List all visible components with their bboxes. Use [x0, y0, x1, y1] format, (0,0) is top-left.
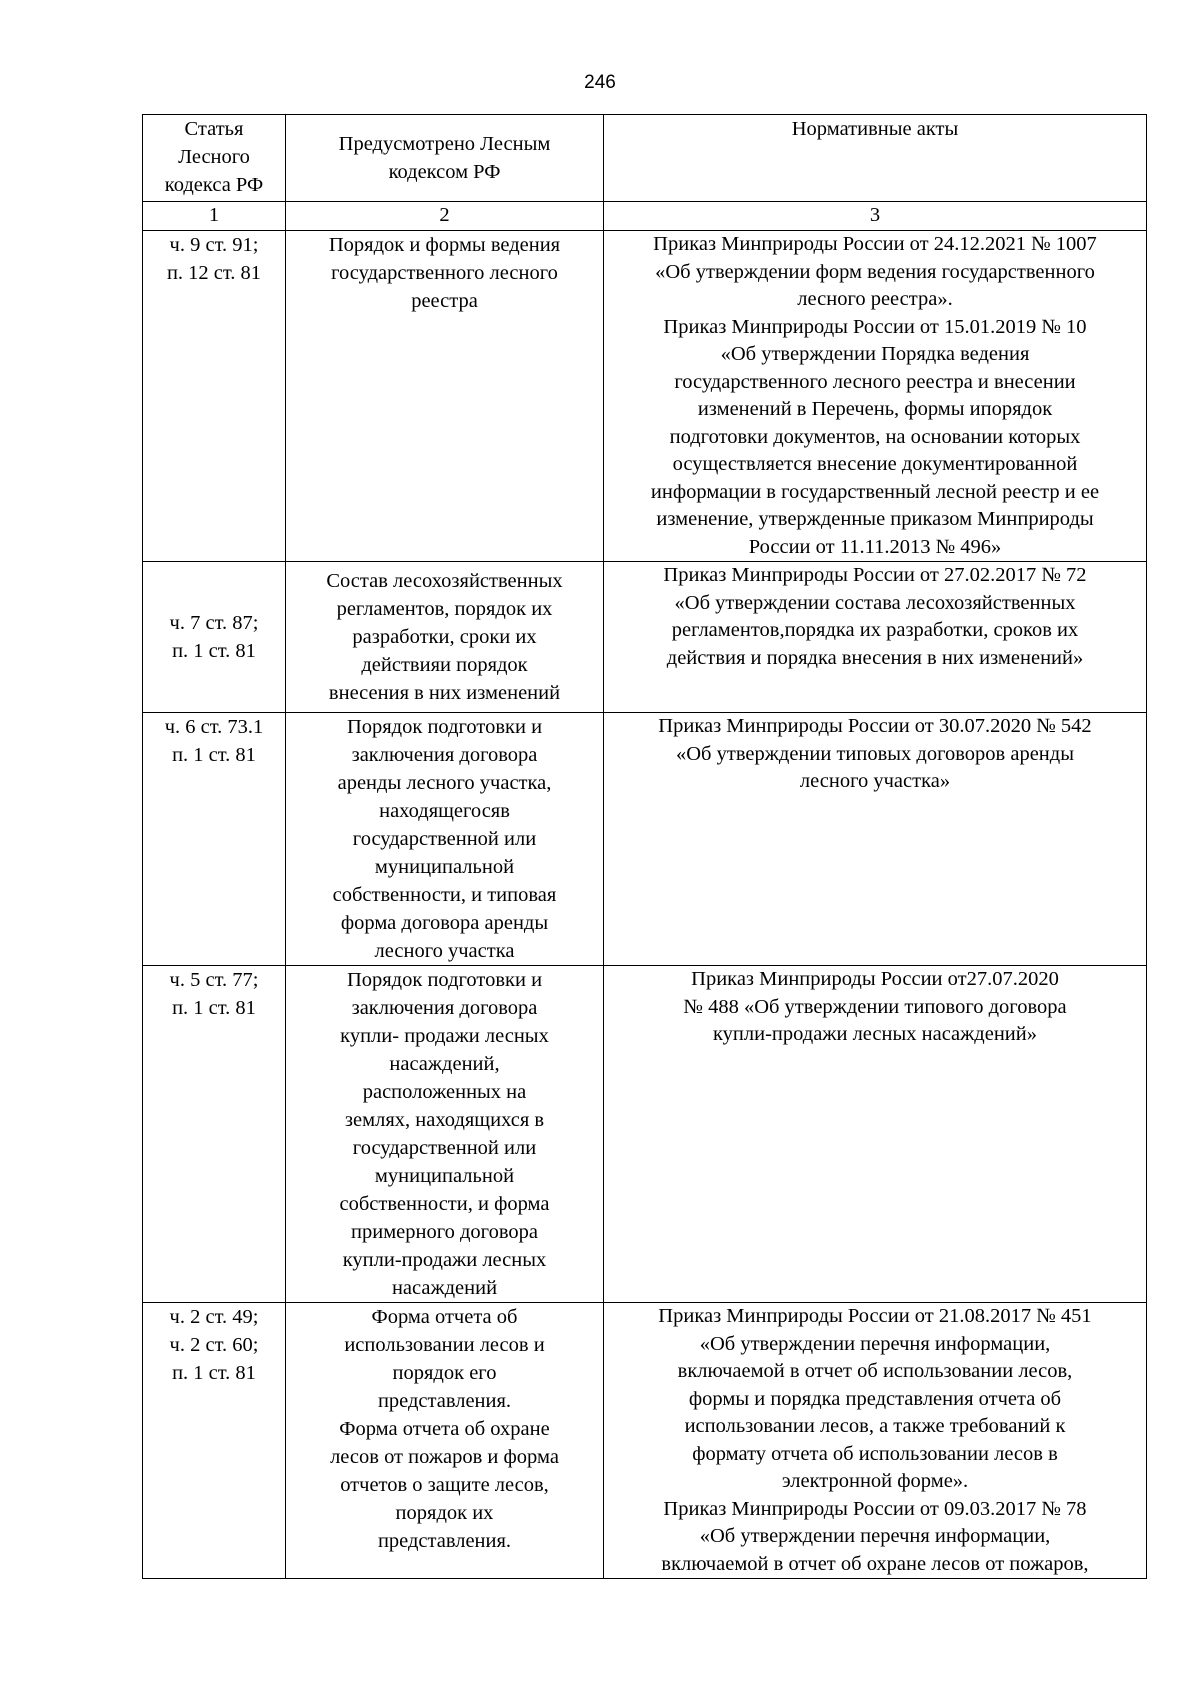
act-line: № 488 «Об утверждении типового договора: [683, 995, 1067, 1018]
article-line: ч. 2 ст. 49;: [169, 1306, 259, 1328]
act-line: включаемой в отчет об использовании лесов,: [677, 1360, 1073, 1382]
acts-cell: [604, 966, 1147, 1303]
provision-line: представления.: [377, 1530, 512, 1552]
act-line: Приказ Минприроды России от 27.02.2017 № 72: [663, 564, 1087, 586]
article-cell: [143, 713, 286, 966]
act-line: изменение, утвержденные приказом Минприроды: [656, 508, 1094, 530]
provision-line: насаждений: [391, 1277, 498, 1299]
article-line: ч. 6 ст. 73.1: [164, 716, 264, 738]
act-line: формату отчета об использовании лесов в: [692, 1442, 1058, 1465]
provision-line: реестра: [411, 290, 478, 312]
act-line: изменений в Перечень, формы ипорядок: [697, 398, 1053, 420]
acts-cell: [604, 1303, 1147, 1579]
article-line: п. 1 ст. 81: [172, 744, 256, 766]
article-line: ч. 2 ст. 60;: [169, 1334, 259, 1356]
act-line: Приказ Минприроды России от27.07.2020: [691, 968, 1059, 990]
article-line: ч. 7 ст. 87;: [169, 612, 259, 634]
provision-line: порядок их: [395, 1502, 494, 1524]
column-number: 2: [286, 202, 604, 231]
act-line: «Об утверждении перечня информации,: [699, 1332, 1051, 1355]
provision-line: купли- продажи лесных: [340, 1025, 549, 1047]
article-cell: [143, 966, 286, 1303]
normative-acts-table: [142, 114, 1147, 1579]
provision-line: заключения договора: [351, 997, 538, 1019]
act-line: использовании лесов, а также требований к: [684, 1415, 1066, 1437]
provision-line: муниципальной: [374, 856, 515, 878]
article-line: п. 12 ст. 81: [166, 262, 262, 284]
article-line: п. 1 ст. 81: [172, 1362, 256, 1384]
act-line: лесного участка»: [799, 770, 951, 792]
provision-cell: [286, 562, 604, 713]
acts-cell: [604, 713, 1147, 966]
act-line: действия и порядка внесения в них изменений»: [666, 646, 1084, 669]
column-number: 1: [143, 202, 286, 231]
provision-line: Состав лесохозяйственных: [326, 570, 563, 592]
act-line: Приказ Минприроды России от 21.08.2017 № 451: [658, 1305, 1092, 1327]
article-cell: [143, 562, 286, 713]
header-line: Статья: [184, 118, 244, 140]
provision-line: аренды лесного участка,: [337, 772, 552, 794]
provision-line: действияи порядок: [361, 654, 528, 676]
acts-cell: [604, 562, 1147, 713]
article-cell: [143, 231, 286, 562]
provision-line: Порядок подготовки и: [346, 969, 543, 991]
provision-line: форма договора аренды: [340, 912, 549, 934]
article-cell: [143, 1303, 286, 1579]
header-line: Предусмотрено Лесным: [338, 133, 551, 155]
provision-line: расположенных на: [362, 1081, 527, 1103]
provision-line: лесного участка: [374, 940, 515, 962]
provision-cell: [286, 966, 604, 1303]
table-row: [143, 966, 1147, 1303]
provision-cell: [286, 713, 604, 966]
header-provision-cell: [286, 115, 604, 202]
provision-line: заключения договора: [351, 744, 538, 766]
act-line: купли-продажи лесных насаждений»: [712, 1023, 1038, 1045]
provision-line: собственности, и типовая: [332, 884, 557, 906]
header-acts-cell: [604, 115, 1147, 202]
act-line: Приказ Минприроды России от 15.01.2019 № 10: [663, 315, 1087, 338]
provision-cell: [286, 231, 604, 562]
table-row: [143, 562, 1147, 713]
provision-line: Форма отчета об: [371, 1306, 518, 1328]
provision-line: представления.: [377, 1390, 512, 1412]
act-line: «Об утверждении форм ведения государственного: [655, 260, 1095, 283]
provision-line: отчетов о защите лесов,: [340, 1474, 549, 1496]
provision-line: порядок его: [392, 1362, 497, 1384]
acts-cell: [604, 231, 1147, 562]
act-line: «Об утверждении типовых договоров аренды: [676, 742, 1074, 765]
table-row: [143, 713, 1147, 966]
column-number: 3: [604, 202, 1147, 231]
act-line: электронной форме».: [781, 1470, 969, 1492]
header-line: Лесного: [178, 146, 250, 168]
provision-line: муниципальной: [374, 1165, 515, 1187]
header-article-cell: [143, 115, 286, 202]
article-line: п. 1 ст. 81: [172, 640, 256, 662]
article-line: ч. 5 ст. 77;: [169, 969, 259, 991]
provision-line: Форма отчета об охране: [339, 1418, 550, 1440]
article-line: п. 1 ст. 81: [172, 997, 256, 1019]
provision-line: Порядок и формы ведения: [328, 234, 561, 256]
provision-line: примерного договора: [351, 1221, 538, 1243]
act-line: осуществляется внесение документированной: [672, 453, 1078, 475]
provision-line: находящегосяв: [379, 800, 510, 822]
provision-line: Порядок подготовки и: [346, 716, 543, 738]
provision-line: государственной или: [352, 828, 537, 850]
provision-line: собственности, и форма: [339, 1193, 550, 1215]
provision-cell: [286, 1303, 604, 1579]
table-row: [143, 1303, 1147, 1579]
act-line: Приказ Минприроды России от 24.12.2021 № 1007: [653, 233, 1097, 255]
provision-line: использовании лесов и: [344, 1334, 545, 1356]
act-line: лесного реестра».: [797, 288, 953, 310]
provision-line: разработки, сроки их: [352, 626, 537, 648]
table-row: [143, 231, 1147, 562]
provision-line: землях, находящихся в: [344, 1109, 545, 1131]
act-line: регламентов,порядка их разработки, сроков их: [671, 619, 1079, 641]
provision-line: купли-продажи лесных: [342, 1249, 547, 1271]
provision-line: лесов от пожаров и форма: [330, 1446, 559, 1468]
provision-line: насаждений,: [389, 1053, 500, 1075]
article-line: ч. 9 ст. 91;: [169, 234, 259, 256]
column-number-row: [143, 202, 1147, 231]
act-line: «Об утверждении Порядка ведения: [720, 343, 1030, 365]
act-line: подготовки документов, на основании которых: [669, 425, 1081, 448]
provision-line: государственной или: [352, 1137, 537, 1159]
act-line: государственного лесного реестра и внесении: [674, 370, 1076, 393]
act-line: «Об утверждении перечня информации,: [699, 1525, 1051, 1547]
act-line: России от 11.11.2013 № 496»: [748, 535, 1002, 558]
header-line: кодексом РФ: [388, 161, 501, 183]
act-line: Приказ Минприроды России от 09.03.2017 № 78: [663, 1497, 1087, 1520]
act-line: «Об утверждении состава лесохозяйственных: [674, 591, 1076, 614]
header-line: кодекса РФ: [164, 174, 264, 196]
act-line: информации в государственный лесной реестр и ее: [650, 480, 1100, 503]
provision-line: внесения в них изменений: [328, 682, 561, 704]
page-number: 246: [584, 72, 616, 93]
provision-line: регламентов, порядок их: [336, 598, 553, 620]
header-row: [143, 115, 1147, 202]
header-line: Нормативные акты: [791, 118, 959, 140]
act-line: включаемой в отчет об охране лесов от пожаров,: [661, 1552, 1089, 1575]
act-line: формы и порядка представления отчета об: [688, 1387, 1062, 1410]
act-line: Приказ Минприроды России от 30.07.2020 № 542: [658, 715, 1092, 737]
provision-line: государственного лесного: [331, 262, 558, 284]
